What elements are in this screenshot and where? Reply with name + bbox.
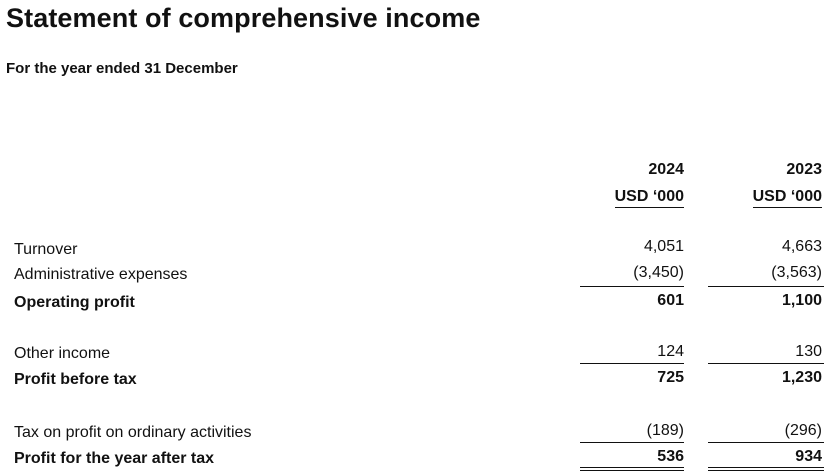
subtotal-rule-2023 (708, 363, 824, 364)
subtotal-rule-2024 (580, 363, 684, 364)
total-double-rule-2023 (708, 467, 824, 471)
row-operating-profit-2024: 601 (657, 292, 684, 309)
page-subtitle: For the year ended 31 December (6, 60, 238, 77)
row-operating-profit-2023: 1,100 (781, 292, 822, 309)
row-tax-label: Tax on profit on ordinary activities (14, 424, 252, 441)
row-profit-before-tax-2024: 725 (657, 369, 684, 386)
row-profit-before-tax-2023: 1,230 (781, 369, 822, 386)
row-turnover-2023: 4,663 (781, 238, 822, 255)
subtotal-rule-2024 (580, 286, 684, 287)
row-other-income-2023: 130 (795, 343, 822, 360)
subtotal-rule-2023 (708, 442, 824, 443)
subtotal-rule-2023 (708, 286, 824, 287)
row-profit-after-tax-2024: 536 (657, 448, 684, 465)
row-turnover-label: Turnover (14, 241, 78, 258)
column-year-2023: 2023 (786, 161, 822, 178)
column-unit-2023 (708, 188, 822, 206)
column-unit-2024 (580, 188, 684, 206)
row-profit-after-tax-label: Profit for the year after tax (14, 450, 215, 467)
row-other-income-label: Other income (14, 345, 111, 362)
subtotal-rule-2024 (580, 442, 684, 443)
page-title: Statement of comprehensive income (6, 3, 481, 33)
row-admin-expenses-2023: (3,563) (771, 264, 822, 281)
row-other-income-2024: 124 (657, 343, 684, 360)
column-unit-2024-label: USD ‘000 (615, 188, 684, 208)
column-year-2024: 2024 (648, 161, 684, 178)
row-admin-expenses-2024: (3,450) (633, 264, 684, 281)
row-tax-2023: (296) (784, 422, 822, 439)
row-admin-expenses-label: Administrative expenses (14, 266, 188, 283)
total-double-rule-2024 (580, 467, 684, 471)
row-profit-before-tax-label: Profit before tax (14, 371, 137, 388)
row-profit-after-tax-2023: 934 (795, 448, 822, 465)
row-turnover-2024: 4,051 (643, 238, 684, 255)
column-unit-2023-label: USD ‘000 (753, 188, 822, 208)
row-operating-profit-label: Operating profit (14, 294, 135, 311)
row-tax-2024: (189) (646, 422, 684, 439)
